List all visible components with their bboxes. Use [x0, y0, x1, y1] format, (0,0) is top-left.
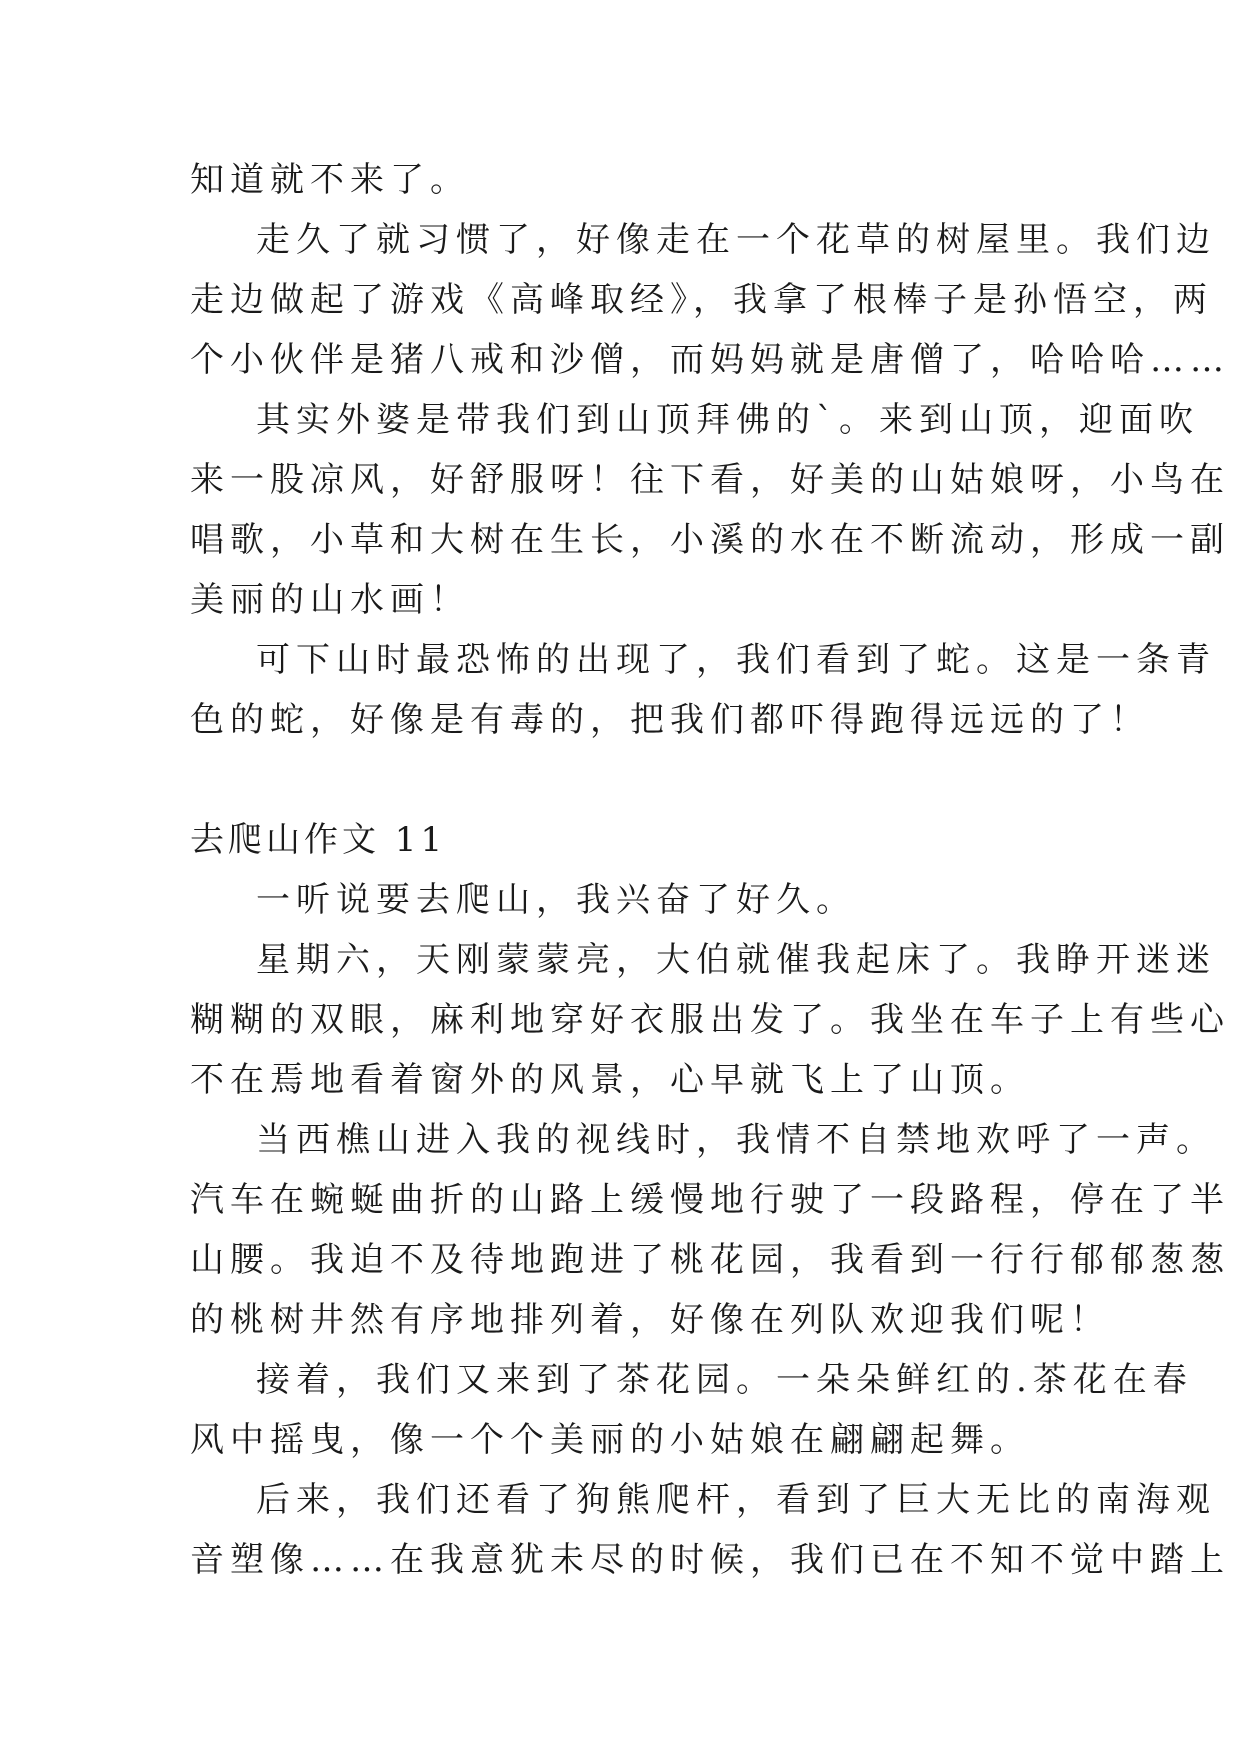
- essay-section-1: [190, 150, 1230, 750]
- section-gap: [190, 750, 1070, 810]
- paragraph-start: 可下山时最恐怖的出现了，我们看到了蛇。这是一条青: [256, 640, 1216, 680]
- text-line: 知道就不来了。: [190, 160, 470, 200]
- paragraph-start: 接着，我们又来到了茶花园。一朵朵鲜红的.茶花在春: [256, 1360, 1193, 1400]
- text-line: 不在焉地看着窗外的风景，心早就飞上了山顶。: [190, 1060, 1030, 1100]
- text-line: 糊糊的双眼，麻利地穿好衣服出发了。我坐在车子上有些心: [190, 1000, 1230, 1040]
- paragraph-start: 其实外婆是带我们到山顶拜佛的`。来到山顶，迎面吹: [256, 400, 1199, 440]
- text-line: 风中摇曳，像一个个美丽的小姑娘在翩翩起舞。: [190, 1420, 1030, 1460]
- text-line: 色的蛇，好像是有毒的，把我们都吓得跑得远远的了！: [190, 700, 1150, 740]
- text-line: 汽车在蜿蜒曲折的山路上缓慢地行驶了一段路程，停在了半: [190, 1180, 1230, 1220]
- paragraph-start: 后来，我们还看了狗熊爬杆，看到了巨大无比的南海观: [256, 1480, 1216, 1520]
- text-line: 来一股凉风，好舒服呀！往下看，好美的山姑娘呀，小鸟在: [190, 460, 1230, 500]
- essay-title: 去爬山作文 11: [190, 820, 447, 860]
- text-line: 唱歌，小草和大树在生长，小溪的水在不断流动，形成一副: [190, 520, 1230, 560]
- paragraph-start: 当西樵山进入我的视线时，我情不自禁地欢呼了一声。: [256, 1120, 1216, 1160]
- paragraph-start: 星期六，天刚蒙蒙亮，大伯就催我起床了。我睁开迷迷: [256, 940, 1216, 980]
- text-line: 美丽的山水画！: [190, 580, 470, 620]
- text-line: 音塑像……在我意犹未尽的时候，我们已在不知不觉中踏上: [190, 1540, 1230, 1580]
- text-line: 个小伙伴是猪八戒和沙僧，而妈妈就是唐僧了，哈哈哈……: [190, 340, 1230, 380]
- paragraph-start: 一听说要去爬山，我兴奋了好久。: [256, 880, 856, 920]
- text-line: 的桃树井然有序地排列着，好像在列队欢迎我们呢！: [190, 1300, 1110, 1340]
- essay-section-2: [190, 810, 1230, 1590]
- text-line: 走边做起了游戏《高峰取经》，我拿了根棒子是孙悟空，两: [190, 280, 1213, 320]
- text-line: 山腰。我迫不及待地跑进了桃花园，我看到一行行郁郁葱葱: [190, 1240, 1230, 1280]
- document-page: [190, 150, 1230, 1590]
- paragraph-start: 走久了就习惯了，好像走在一个花草的树屋里。我们边: [256, 220, 1216, 260]
